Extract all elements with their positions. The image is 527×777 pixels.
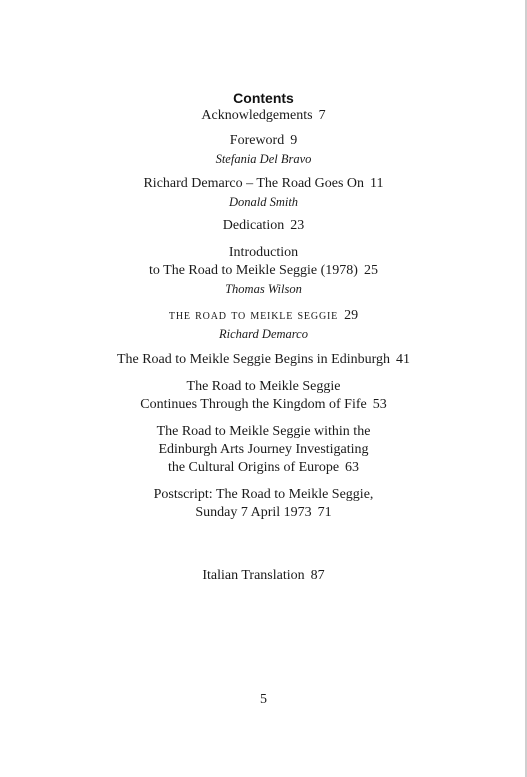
toc-entry-title: Postscript: The Road to Meikle Seggie, xyxy=(153,487,374,502)
toc-entry-acknowledgements xyxy=(0,107,527,125)
toc-entry-author: Richard Demarco xyxy=(219,327,308,341)
toc-entry-title: the road to meikle seggie 29 xyxy=(168,308,359,323)
toc-entry-author: Thomas Wilson xyxy=(225,282,302,296)
toc-page-number: 87 xyxy=(310,568,325,583)
toc-entry-title: Acknowledgements 7 xyxy=(201,108,326,123)
toc-entry-fife xyxy=(0,378,527,414)
toc-entry-title: Foreword 9 xyxy=(229,133,298,148)
toc-entry-title: The Road to Meikle Seggie Begins in Edinburgh 41 xyxy=(116,352,411,367)
toc-page-number: 63 xyxy=(345,460,360,475)
toc-entry-title-continued: Edinburgh Arts Journey Investigating xyxy=(158,442,369,457)
toc-page-number: 23 xyxy=(290,218,305,233)
page-number: 5 xyxy=(260,692,267,707)
toc-entry-main-text xyxy=(0,307,527,343)
toc-entry-title: Introduction xyxy=(228,245,299,260)
toc-entry-introduction xyxy=(0,244,527,298)
toc-entry-title-continued: the Cultural Origins of Europe 63 xyxy=(167,460,360,475)
toc-entry-title-continued: Sunday 7 April 1973 71 xyxy=(195,505,332,520)
toc-page-number: 9 xyxy=(290,133,298,148)
toc-entry-edinburgh xyxy=(0,351,527,369)
toc-entry-title-continued: to The Road to Meikle Seggie (1978) 25 xyxy=(149,263,378,278)
toc-entry-author: Donald Smith xyxy=(228,195,299,209)
toc-entry-dedication xyxy=(0,217,527,235)
toc-page-number: 25 xyxy=(363,263,378,278)
contents-heading: Contents xyxy=(233,90,294,106)
toc-page-number: 7 xyxy=(318,108,326,123)
toc-page-number: 29 xyxy=(344,308,359,323)
toc-entry-author: Stefania Del Bravo xyxy=(215,152,312,166)
toc-entry-road-goes-on xyxy=(0,175,527,211)
toc-page-number: 41 xyxy=(396,352,411,367)
toc-entry-title: The Road to Meikle Seggie within the xyxy=(156,424,371,439)
toc-page-number: 11 xyxy=(370,176,384,191)
toc-entry-title-continued: Continues Through the Kingdom of Fife 53 xyxy=(140,397,387,412)
toc-page-number: 53 xyxy=(372,397,387,412)
toc-entry-title: Dedication 23 xyxy=(222,218,305,233)
toc-entry-foreword xyxy=(0,132,527,168)
toc-entry-title: Richard Demarco – The Road Goes On 11 xyxy=(143,176,384,191)
toc-page-number: 71 xyxy=(317,505,332,520)
toc-entry-title: The Road to Meikle Seggie xyxy=(186,379,341,394)
toc-entry-arts-journey xyxy=(0,423,527,477)
toc-entry-italian-translation xyxy=(0,567,527,585)
toc-entry-postscript xyxy=(0,486,527,522)
toc-entry-title: Italian Translation 87 xyxy=(202,568,325,583)
